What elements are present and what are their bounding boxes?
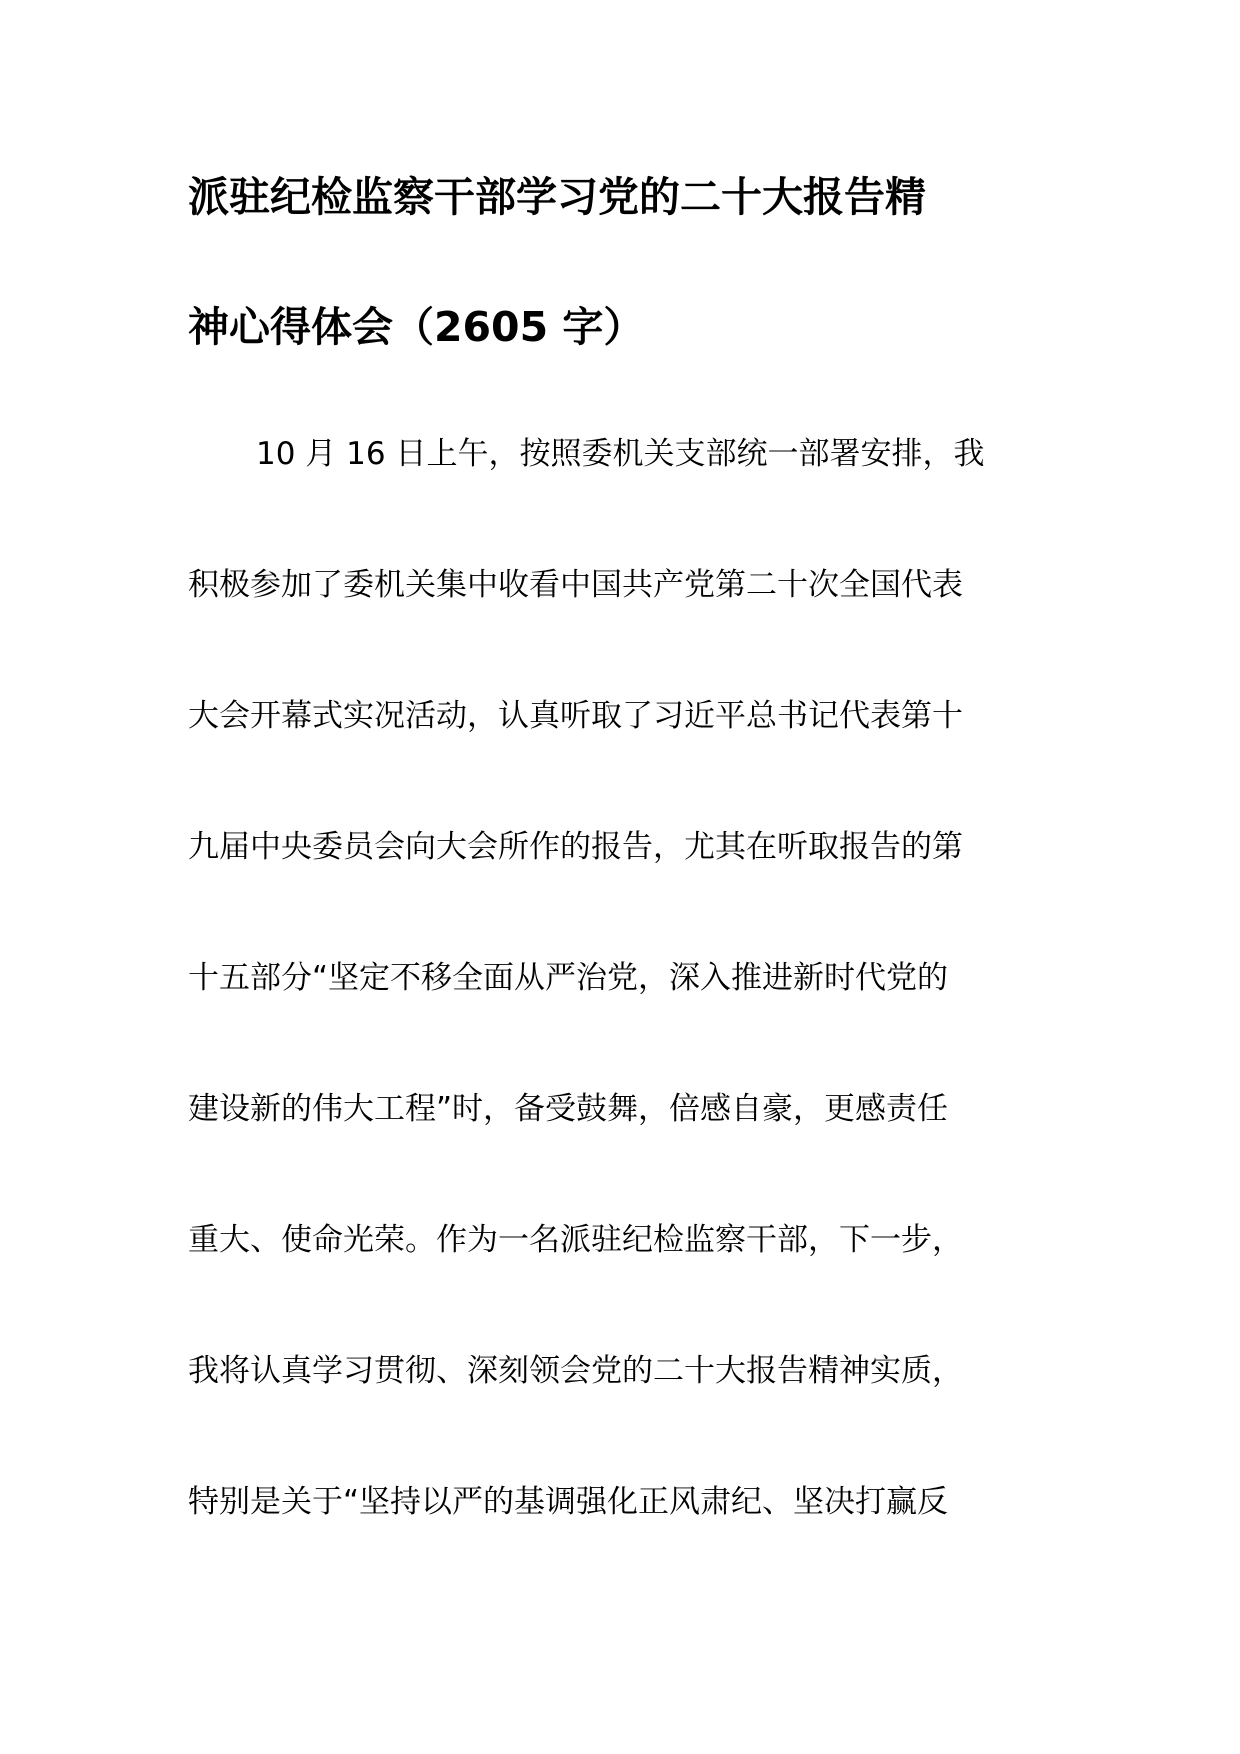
document-title-line-2: 神心得体会（2605 字） — [188, 303, 645, 351]
paragraph-line-6: 建设新的伟大工程”时，备受鼓舞，倍感自豪，更感责任 — [188, 1091, 949, 1127]
paragraph-line-4: 九届中央委员会向大会所作的报告，尤其在听取报告的第 — [188, 829, 963, 865]
paragraph-line-1: 10 月 16 日上午，按照委机关支部统一部署安排，我 — [256, 436, 985, 472]
paragraph-line-8: 我将认真学习贯彻、深刻领会党的二十大报告精神实质， — [188, 1353, 963, 1389]
document-title-line-1: 派驻纪检监察干部学习党的二十大报告精 — [188, 173, 926, 221]
paragraph-line-9: 特别是关于“坚持以严的基调强化正风肃纪、坚决打赢反 — [188, 1484, 949, 1520]
paragraph-line-5: 十五部分“坚定不移全面从严治党，深入推进新时代党的 — [188, 960, 949, 996]
paragraph-line-2: 积极参加了委机关集中收看中国共产党第二十次全国代表 — [188, 567, 963, 603]
paragraph-line-3: 大会开幕式实况活动，认真听取了习近平总书记代表第十 — [188, 698, 963, 734]
paragraph-line-7: 重大、使命光荣。作为一名派驻纪检监察干部，下一步， — [188, 1222, 963, 1258]
